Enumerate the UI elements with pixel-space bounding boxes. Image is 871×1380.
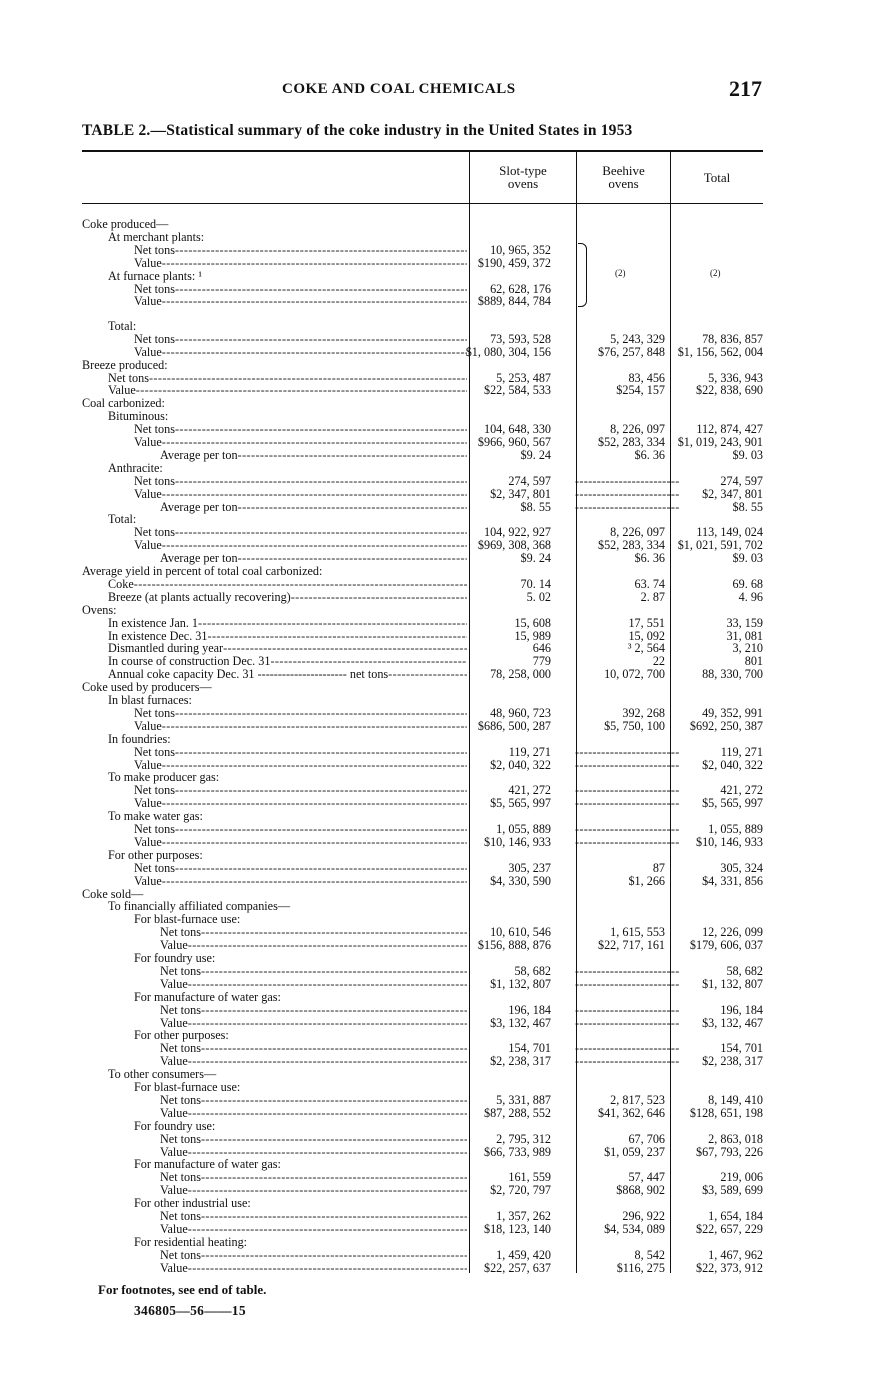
cell-c2: 63. 74	[634, 576, 665, 591]
row-label: In existence Dec. 31 -----	[108, 630, 467, 643]
table-row	[82, 668, 763, 681]
table-row	[82, 746, 763, 759]
cell-c3: 31, 081	[726, 628, 763, 643]
table-row	[82, 849, 763, 862]
row-label: To make water gas:	[108, 810, 203, 824]
cell-c3: $22, 373, 912	[695, 1260, 763, 1275]
cell-empty-dash	[575, 836, 665, 849]
cell-c2: $116, 275	[616, 1260, 665, 1275]
cell-c2: 8, 226, 097	[610, 422, 665, 437]
table-row	[82, 320, 763, 333]
table-row	[82, 1004, 763, 1017]
cell-c3: 154, 701	[720, 1041, 763, 1056]
row-label: Net tons -----	[160, 1004, 467, 1017]
cell-c2: 8, 542	[634, 1247, 665, 1262]
cell-c2: $52, 283, 334	[597, 538, 665, 553]
row-label: Value -----	[134, 759, 467, 772]
cell-c1: 48, 960, 723	[490, 705, 551, 720]
cell-c3: $3, 589, 699	[702, 1183, 763, 1198]
row-label: At merchant plants:	[108, 230, 205, 244]
cell-c1: 196, 184	[508, 1002, 551, 1017]
row-label: Annual coke capacity Dec. 31 ---------------------- net tons -----	[108, 668, 467, 681]
table-row	[82, 836, 763, 849]
cell-c3: 274, 597	[720, 473, 763, 488]
cell-c1: $8. 55	[520, 499, 551, 514]
table-row	[82, 1184, 763, 1197]
cell-c3: 8, 149, 410	[708, 1092, 763, 1107]
column-header-total: Total	[703, 169, 731, 185]
table-row	[82, 346, 763, 359]
cell-c3: 112, 874, 427	[696, 422, 763, 437]
cell-c1: 5, 331, 887	[496, 1092, 551, 1107]
row-label: To make producer gas:	[108, 771, 220, 785]
table-row	[82, 1068, 763, 1081]
table-row	[82, 231, 763, 244]
cell-c1: $3, 132, 467	[490, 1015, 551, 1030]
row-label: Net tons -----	[160, 1249, 467, 1262]
row-label: For manufacture of water gas:	[134, 990, 281, 1004]
cell-c2: 2. 87	[640, 589, 665, 604]
table-row	[82, 1249, 763, 1262]
row-label: For manufacture of water gas:	[134, 1158, 281, 1172]
cell-c3: $4, 331, 856	[702, 873, 763, 888]
merged-note-beehive: (2)	[615, 268, 626, 278]
row-label: Value -----	[160, 1146, 467, 1159]
row-label: Net tons -----	[160, 1133, 467, 1146]
cell-c3: $9. 03	[732, 447, 763, 462]
cell-c3: $1, 156, 562, 004	[677, 344, 763, 359]
cell-c1: $1, 132, 807	[490, 976, 551, 991]
row-label: Ovens:	[82, 603, 117, 617]
row-label: Net tons -----	[134, 784, 467, 797]
cell-c2: 5, 243, 329	[610, 331, 665, 346]
cell-c2: $4, 534, 089	[604, 1221, 665, 1236]
table-row	[82, 384, 763, 397]
row-label: Net tons -----	[134, 283, 467, 296]
row-label: Total:	[108, 319, 137, 333]
cell-c2: $52, 283, 334	[597, 435, 665, 449]
cell-c1: $2, 040, 322	[490, 757, 551, 772]
cell-c1: 1, 055, 889	[496, 822, 551, 836]
cell-empty-dash	[575, 797, 665, 810]
row-label: Net tons -----	[134, 526, 467, 539]
cell-c1: $969, 308, 368	[477, 538, 551, 553]
cell-c1: 5, 253, 487	[496, 370, 551, 385]
cell-c2: $76, 257, 848	[597, 344, 665, 359]
cell-c2: $5, 750, 100	[604, 718, 665, 733]
row-label: Value -----	[160, 1184, 467, 1197]
column-header-beehive: Beehive ovens	[602, 163, 645, 191]
cell-c1: 646	[532, 641, 551, 656]
page-number: 217	[729, 76, 762, 101]
cell-c3: 1, 654, 184	[708, 1209, 763, 1223]
row-label: Value -----	[134, 836, 467, 849]
cell-c1: 10, 610, 546	[490, 925, 551, 940]
row-label: Coke -----	[108, 578, 467, 591]
cell-c3: 2, 863, 018	[708, 1131, 763, 1146]
cell-c3: 4. 96	[738, 589, 763, 604]
table-row	[82, 991, 763, 1004]
cell-c1: 15, 608	[514, 615, 551, 630]
cell-c3: 5, 336, 943	[708, 370, 763, 385]
cell-c2: ³ 2, 564	[627, 641, 665, 656]
cell-c3: $179, 606, 037	[689, 938, 763, 953]
cell-c1: $9. 24	[520, 447, 551, 462]
cell-c1: 104, 922, 927	[483, 525, 551, 540]
table-row	[82, 475, 763, 488]
cell-c1: $9. 24	[520, 551, 551, 566]
cell-c2: 8, 226, 097	[610, 525, 665, 540]
row-label: Net tons -----	[134, 333, 467, 346]
cell-c3: 113, 149, 024	[696, 525, 763, 540]
row-label: Average yield in percent of total coal carbonized:	[82, 565, 323, 578]
row-label: Net tons -----	[134, 746, 467, 759]
row-label: Value -----	[160, 1262, 467, 1275]
row-label: For foundry use:	[134, 952, 216, 965]
row-label: Value -----	[160, 1223, 467, 1236]
cell-c3: 69. 68	[732, 576, 763, 591]
cell-c2: 17, 551	[628, 615, 665, 630]
row-label: Breeze produced:	[82, 358, 168, 372]
cell-c3: $692, 250, 387	[689, 718, 763, 733]
row-label: Net tons -----	[160, 1171, 467, 1184]
row-label: Value -----	[134, 539, 467, 552]
cell-c1: 70. 14	[520, 576, 551, 591]
row-label: In existence Jan. 1 -----	[108, 617, 467, 630]
cell-c1: 119, 271	[508, 744, 551, 759]
row-label: Value -----	[160, 1055, 467, 1068]
table-row	[82, 257, 763, 270]
cell-c3: 49, 352, 991	[702, 705, 763, 720]
row-label: Coke sold—	[82, 887, 144, 901]
row-label: Net tons -----	[134, 862, 467, 875]
table-row	[82, 462, 763, 475]
cell-empty-dash	[575, 1017, 665, 1030]
table-row	[82, 578, 763, 591]
running-title: COKE AND COAL CHEMICALS	[282, 81, 516, 97]
cell-c2: $868, 902	[616, 1183, 665, 1198]
row-label: Value -----	[160, 978, 467, 991]
cell-c2: 22	[652, 654, 665, 669]
row-label: Breeze (at plants actually recovering) -----	[108, 591, 467, 604]
cell-c1: $966, 960, 567	[477, 435, 551, 449]
row-label: Net tons -----	[134, 823, 467, 836]
table-row	[82, 1120, 763, 1133]
row-label: Bituminous:	[108, 410, 169, 424]
row-label: For other industrial use:	[134, 1197, 251, 1211]
table-row	[82, 900, 763, 913]
cell-c3: 88, 330, 700	[702, 667, 763, 682]
cell-c3: $2, 040, 322	[702, 757, 763, 772]
cell-c1: 58, 682	[514, 963, 551, 978]
table-row	[82, 488, 763, 501]
table-row	[82, 397, 763, 410]
row-label: Value -----	[134, 436, 467, 449]
table-row	[82, 978, 763, 991]
table-row	[82, 295, 763, 308]
cell-c1: $87, 288, 552	[483, 1105, 551, 1120]
cell-c1: $4, 330, 590	[490, 873, 551, 888]
table-row	[82, 552, 763, 565]
cell-c1: 1, 357, 262	[496, 1209, 551, 1223]
cell-c1: $1, 080, 304, 156	[465, 344, 551, 359]
cell-c3: $10, 146, 933	[695, 834, 763, 849]
cell-c3: $1, 021, 591, 702	[677, 538, 763, 553]
cell-c1: 10, 965, 352	[490, 242, 551, 257]
row-label: At furnace plants: ¹	[108, 269, 203, 283]
cell-c1: 5. 02	[526, 589, 551, 604]
table-row	[82, 1107, 763, 1120]
row-label: Coal carbonized:	[82, 397, 165, 411]
cell-c1: 154, 701	[508, 1041, 551, 1056]
cell-c1: 15, 989	[514, 628, 551, 643]
table-row	[82, 244, 763, 257]
cell-c1: $2, 720, 797	[490, 1183, 551, 1198]
table-row	[82, 333, 763, 346]
cell-c2: $6. 36	[634, 551, 665, 566]
table-row	[82, 681, 763, 694]
table-row	[82, 270, 763, 283]
cell-c1: 274, 597	[508, 473, 551, 488]
row-label: Value -----	[134, 875, 467, 888]
cell-c1: 2, 795, 312	[496, 1131, 551, 1146]
row-label: Coke produced—	[82, 218, 169, 231]
row-label: Value -----	[134, 488, 467, 501]
table-row	[82, 1262, 763, 1275]
cell-c3: $1, 132, 807	[702, 976, 763, 991]
cell-c3: $128, 651, 198	[689, 1105, 763, 1120]
row-label: For other purposes:	[108, 848, 203, 862]
row-label: For blast-furnace use:	[134, 1081, 241, 1094]
merged-note-total: (2)	[710, 268, 721, 278]
table-row	[82, 501, 763, 514]
table-header-rule	[82, 203, 763, 204]
row-label: In blast furnaces:	[108, 694, 192, 707]
row-label: Value -----	[108, 384, 467, 397]
cell-c1: 161, 559	[508, 1170, 551, 1185]
cell-c1: $66, 733, 989	[483, 1144, 551, 1159]
row-label: Net tons -----	[160, 1042, 467, 1055]
row-label: To financially affiliated companies—	[108, 900, 291, 914]
row-label: Net tons -----	[160, 1210, 467, 1223]
cell-c2: 2, 817, 523	[610, 1092, 665, 1107]
cell-c3: $3, 132, 467	[702, 1015, 763, 1030]
table-title: TABLE 2.—Statistical summary of the coke industry in the United States in 1953	[82, 122, 633, 139]
cell-c1: 305, 237	[508, 860, 551, 875]
table-row	[82, 449, 763, 462]
cell-c1: $2, 238, 317	[490, 1054, 551, 1069]
row-label: Net tons -----	[160, 965, 467, 978]
cell-c1: $686, 500, 287	[477, 718, 551, 733]
row-label: Value -----	[160, 1017, 467, 1030]
cell-c3: 78, 836, 857	[702, 331, 763, 346]
cell-c3: 33, 159	[726, 615, 763, 630]
table-row	[82, 862, 763, 875]
cell-c2: $6. 36	[634, 447, 665, 462]
row-label: Value -----	[160, 939, 467, 952]
running-head	[82, 78, 762, 104]
row-label: Dismantled during year -----	[108, 642, 467, 655]
cell-c2: $1, 266	[628, 873, 665, 888]
row-label: Average per ton -----	[160, 552, 467, 565]
row-label: For foundry use:	[134, 1119, 216, 1133]
table-row	[82, 1133, 763, 1146]
cell-c3: $9. 03	[732, 551, 763, 566]
cell-c2: $1, 059, 237	[604, 1144, 665, 1159]
cell-c2: 57, 447	[628, 1170, 665, 1185]
row-label: Coke used by producers—	[82, 681, 212, 695]
cell-c1: $22, 584, 533	[483, 383, 551, 398]
row-label: Total:	[108, 513, 137, 527]
table-row	[82, 965, 763, 978]
footnote: For footnotes, see end of table.	[98, 1282, 267, 1297]
table-row	[82, 888, 763, 901]
cell-c3: 196, 184	[720, 1002, 763, 1017]
cell-c3: 58, 682	[726, 963, 763, 978]
cell-c3: $8. 55	[732, 499, 763, 514]
table-row	[82, 218, 763, 231]
cell-c2: 392, 268	[622, 705, 665, 720]
cell-c3: 1, 055, 889	[708, 822, 763, 836]
cell-empty-dash	[575, 475, 665, 488]
cell-c2: 15, 092	[628, 628, 665, 643]
row-label: Average per ton -----	[160, 449, 467, 462]
cell-c1: $22, 257, 637	[483, 1260, 551, 1275]
cell-c1: 1, 459, 420	[496, 1247, 551, 1262]
table-row	[82, 617, 763, 630]
cell-empty-dash	[575, 501, 665, 514]
cell-c1: $156, 888, 876	[477, 938, 551, 953]
cell-c1: 78, 258, 000	[490, 667, 551, 682]
cell-c2: 10, 072, 700	[604, 667, 665, 682]
cell-c1: 104, 648, 330	[483, 422, 551, 437]
row-label: Net tons -----	[108, 372, 467, 385]
row-label: Net tons -----	[160, 1094, 467, 1107]
row-label: Average per ton -----	[160, 501, 467, 514]
row-label: Net tons -----	[160, 926, 467, 939]
cell-c3: $1, 019, 243, 901	[677, 435, 763, 449]
table-row	[82, 707, 763, 720]
table-row	[82, 1094, 763, 1107]
cell-c3: 119, 271	[720, 744, 763, 759]
print-code: 346805—56——15	[134, 1303, 246, 1318]
row-label: In course of construction Dec. 31 -----	[108, 655, 467, 668]
row-label: For blast-furnace use:	[134, 913, 241, 927]
table-row	[82, 1146, 763, 1159]
table-row	[82, 1236, 763, 1249]
cell-c1: 779	[532, 654, 551, 669]
cell-c1: $2, 347, 801	[490, 486, 551, 501]
column-header-slot-type: Slot-type ovens	[499, 163, 547, 191]
cell-c3: $2, 238, 317	[702, 1054, 763, 1069]
cell-c3: 12, 226, 099	[702, 925, 763, 940]
cell-c3: 219, 006	[720, 1170, 763, 1185]
cell-c3: 421, 272	[720, 783, 763, 798]
row-label: For residential heating:	[134, 1235, 248, 1249]
row-label: Value -----	[134, 720, 467, 733]
table-row	[82, 359, 763, 372]
table-row	[82, 604, 763, 617]
table-row	[82, 1223, 763, 1236]
cell-c3: 1, 467, 962	[708, 1247, 763, 1262]
row-label: Value -----	[134, 257, 467, 270]
cell-c1: 73, 593, 528	[490, 331, 551, 346]
row-label: For other purposes:	[134, 1029, 229, 1043]
row-label: Net tons -----	[134, 475, 467, 488]
cell-c3: $67, 793, 226	[695, 1144, 763, 1159]
row-label: Value -----	[134, 797, 467, 810]
cell-c1: $18, 123, 140	[483, 1221, 551, 1236]
cell-c1: $190, 459, 372	[477, 255, 551, 270]
row-label: Anthracite:	[108, 461, 163, 475]
cell-empty-dash	[575, 1004, 665, 1017]
table-row	[82, 875, 763, 888]
row-label: In foundries:	[108, 732, 171, 746]
table-row	[82, 591, 763, 604]
row-label: Net tons -----	[134, 707, 467, 720]
cell-empty-dash	[575, 1055, 665, 1068]
row-label: To other consumers—	[108, 1068, 217, 1082]
cell-c3: $22, 838, 690	[695, 383, 763, 398]
cell-c3: 801	[744, 654, 763, 669]
cell-c2: $254, 157	[616, 383, 665, 398]
table-row	[82, 283, 763, 296]
cell-c1: 421, 272	[508, 783, 551, 798]
cell-c2: 296, 922	[622, 1209, 665, 1223]
table-row	[82, 720, 763, 733]
cell-c3: 3, 210	[732, 641, 763, 656]
table-row	[82, 1055, 763, 1068]
cell-c2: 1, 615, 553	[610, 925, 665, 940]
table-row	[82, 733, 763, 746]
cell-empty-dash	[575, 488, 665, 501]
cell-c3: 305, 324	[720, 860, 763, 875]
row-label: Value -----	[134, 295, 467, 308]
cell-c1: $5, 565, 997	[490, 796, 551, 811]
table-row	[82, 759, 763, 772]
cell-empty-dash	[575, 746, 665, 759]
cell-c1: $889, 844, 784	[477, 294, 551, 309]
table-row	[82, 1017, 763, 1030]
cell-empty-dash	[575, 965, 665, 978]
cell-c1: $10, 146, 933	[483, 834, 551, 849]
cell-empty-dash	[575, 759, 665, 772]
table-row	[82, 939, 763, 952]
cell-c2: 87	[652, 860, 665, 875]
cell-c3: $22, 657, 229	[695, 1221, 763, 1236]
table-row	[82, 797, 763, 810]
cell-c1: 62, 628, 176	[490, 281, 551, 296]
cell-c2: $41, 362, 646	[597, 1105, 665, 1120]
cell-c3: $2, 347, 801	[702, 486, 763, 501]
cell-c3: $5, 565, 997	[702, 796, 763, 811]
row-label: Net tons -----	[134, 244, 467, 257]
row-label: Value -----	[134, 346, 467, 359]
cell-c2: 83, 456	[628, 370, 665, 385]
row-label: Value -----	[160, 1107, 467, 1120]
cell-c2: 67, 706	[628, 1131, 665, 1146]
cell-empty-dash	[575, 978, 665, 991]
row-label: Net tons -----	[134, 423, 467, 436]
cell-c2: $22, 717, 161	[597, 938, 665, 953]
